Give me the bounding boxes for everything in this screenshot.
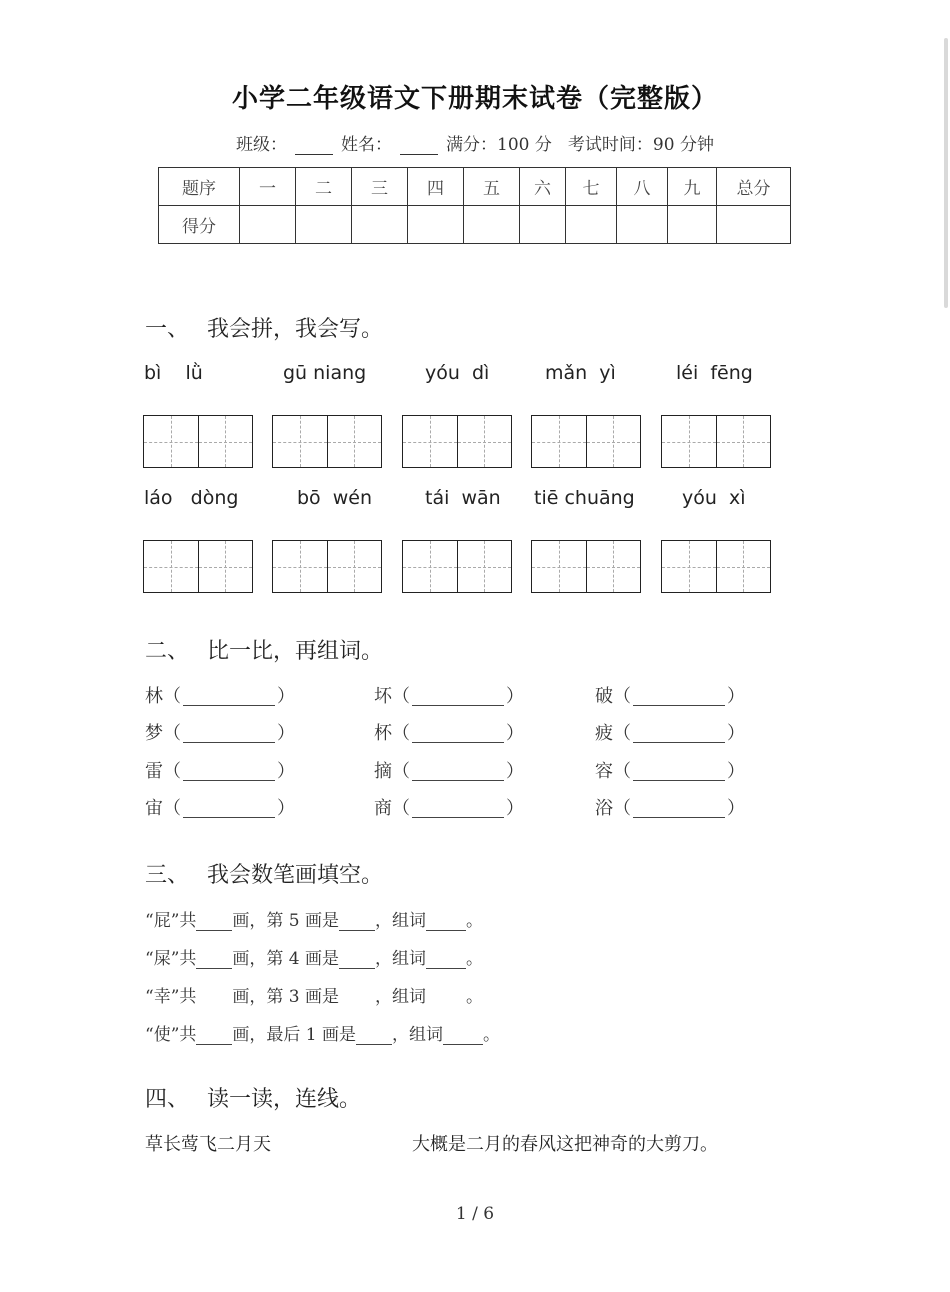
compare-item: 宙（ ） [145,798,295,819]
writing-grid[interactable] [143,415,253,468]
writing-grid[interactable] [531,540,641,593]
table-cell: 六 [520,168,566,206]
answer-blank[interactable] [196,952,232,969]
section-title: 我会拼，我会写。 [207,317,384,342]
compare-item: 容（ ） [595,761,745,782]
writing-grid[interactable] [402,415,512,468]
answer-blank[interactable] [339,914,375,931]
section-3-heading [145,858,383,889]
page-title: 小学二年级语文下册期末试卷（完整版） [231,84,718,114]
section-number: 二、 [145,639,190,664]
full-score: 满分：100 分 [446,135,552,155]
score-cell[interactable] [520,206,566,244]
table-cell: 八 [617,168,668,206]
answer-blank[interactable] [412,689,504,706]
answer-blank[interactable] [339,952,375,969]
match-left-item[interactable]: 草长莺飞二月天 [145,1134,271,1155]
section-title: 读一读，连线。 [207,1087,362,1112]
class-label: 班级： [236,135,288,155]
answer-blank[interactable] [356,1028,392,1045]
answer-blank[interactable] [339,991,375,1007]
page-number: 1 / 6 [455,1204,495,1224]
table-cell: 得分 [159,206,240,244]
score-cell[interactable] [352,206,408,244]
compare-item: 商（ ） [374,798,524,819]
stroke-question: “屁”共 画，第 5 画是 ，组词 。 [145,911,484,931]
table-cell: 九 [668,168,717,206]
pinyin: yóu dì [425,362,490,384]
compare-item: 雷（ ） [145,761,295,782]
pinyin: bì lǜ [144,362,203,384]
answer-blank[interactable] [196,1028,232,1045]
compare-item: 杯（ ） [374,723,524,744]
writing-grid[interactable] [143,540,253,593]
answer-blank[interactable] [443,1028,483,1045]
table-cell: 总分 [717,168,791,206]
score-cell[interactable] [296,206,352,244]
table-cell: 一 [240,168,296,206]
class-field[interactable] [295,136,333,155]
answer-blank[interactable] [426,952,466,969]
section-number: 一、 [145,317,190,342]
compare-item: 林（ ） [145,686,295,707]
writing-grid[interactable] [272,540,382,593]
pinyin: láo dòng [144,487,239,509]
pinyin: tiē chuāng [534,487,635,509]
score-table-header-row [159,168,791,206]
stroke-question: “屎”共 画，第 4 画是 ，组词 。 [145,949,484,969]
section-2-heading [145,634,383,665]
pinyin: bō wén [297,487,373,509]
stroke-question: “幸”共 画，第 3 画是 ，组词 。 [145,987,484,1007]
answer-blank[interactable] [633,764,725,781]
table-cell: 七 [566,168,617,206]
section-title: 比一比，再组词。 [207,639,384,664]
answer-blank[interactable] [183,726,275,743]
answer-blank[interactable] [412,801,504,818]
writing-grid[interactable] [661,415,771,468]
compare-item: 浴（ ） [595,798,745,819]
match-right-item[interactable]: 大概是二月的春风这把神奇的大剪刀。 [412,1134,718,1155]
section-1-heading [145,312,383,343]
writing-grid[interactable] [661,540,771,593]
score-cell[interactable] [240,206,296,244]
answer-blank[interactable] [633,689,725,706]
compare-item: 梦（ ） [145,723,295,744]
pinyin: tái wān [425,487,501,509]
score-table [158,167,791,244]
name-field[interactable] [400,136,438,155]
compare-item: 坏（ ） [374,686,524,707]
table-cell: 三 [352,168,408,206]
answer-blank[interactable] [183,689,275,706]
pinyin: léi fēng [676,362,753,384]
section-number: 三、 [145,863,190,888]
writing-grid[interactable] [272,415,382,468]
score-table-score-row [159,206,791,244]
answer-blank[interactable] [196,991,232,1007]
table-cell: 四 [408,168,464,206]
answer-blank[interactable] [183,764,275,781]
score-cell[interactable] [464,206,520,244]
section-number: 四、 [145,1087,190,1112]
section-title: 我会数笔画填空。 [207,863,384,888]
answer-blank[interactable] [633,801,725,818]
compare-item: 疲（ ） [595,723,745,744]
writing-grid[interactable] [402,540,512,593]
pinyin: yóu xì [682,487,746,509]
score-cell[interactable] [566,206,617,244]
table-cell: 二 [296,168,352,206]
answer-blank[interactable] [183,801,275,818]
writing-grid[interactable] [531,415,641,468]
name-label: 姓名： [341,135,393,155]
score-cell[interactable] [617,206,668,244]
compare-item: 摘（ ） [374,761,524,782]
table-cell: 五 [464,168,520,206]
answer-blank[interactable] [412,726,504,743]
section-4-heading [145,1082,361,1113]
answer-blank[interactable] [426,914,466,931]
score-cell[interactable] [717,206,791,244]
pinyin: gū niang [283,362,367,384]
answer-blank[interactable] [412,764,504,781]
score-cell[interactable] [408,206,464,244]
answer-blank[interactable] [426,991,466,1007]
score-cell[interactable] [668,206,717,244]
answer-blank[interactable] [196,914,232,931]
stroke-question: “使”共 画，最后 1 画是 ，组词 。 [145,1025,501,1045]
compare-item: 破（ ） [595,686,745,707]
scrollbar[interactable] [944,38,948,308]
table-cell: 题序 [159,168,240,206]
pinyin: mǎn yì [545,362,616,384]
exam-time: 考试时间：90 分钟 [567,135,714,155]
answer-blank[interactable] [633,726,725,743]
exam-info [0,130,950,155]
